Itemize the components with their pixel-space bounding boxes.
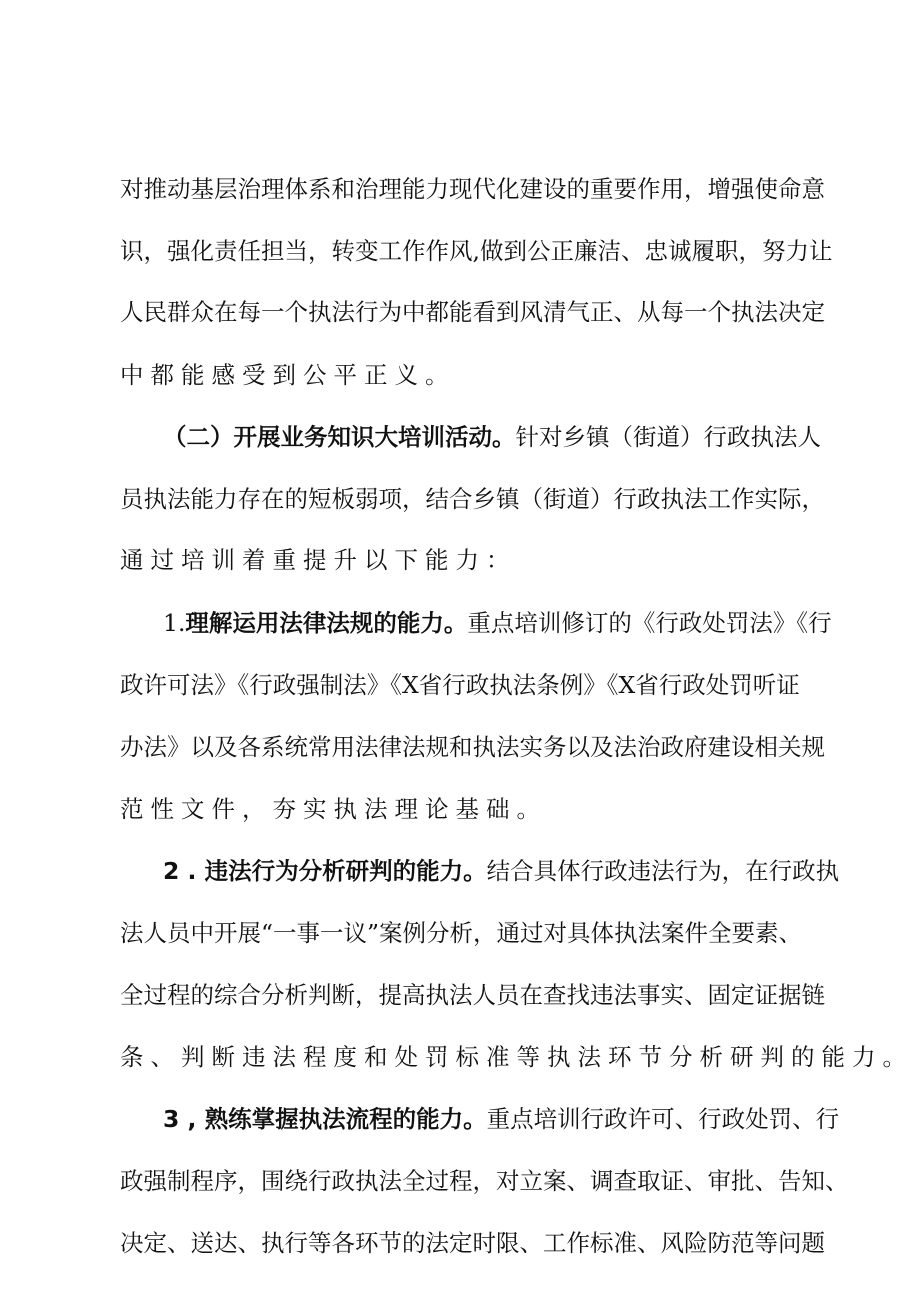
item-heading-line — [163, 857, 840, 885]
text-segment: 重点培训修订的《行政处罚法》《行 — [467, 609, 832, 637]
text-segment: 法人员中开展“一事一议”案例分析，通过对具体执法案件全要素、 — [120, 919, 803, 947]
text-segment: 通过培训着重提升以下能力： — [120, 546, 517, 574]
text-segment: 对推动基层治理体系和治理能力现代化建设的重要作用，增强使命意 — [120, 175, 825, 203]
section-heading: （二）开展业务知识大培训活动。 — [163, 423, 516, 451]
paragraph-line — [120, 1167, 849, 1195]
text-segment: 重点培训行政许可、行政处罚、行 — [486, 1105, 840, 1133]
text-segment: 政强制程序，围绕行政执法全过程，对立案、调查取证、审批、告知、 — [120, 1167, 849, 1195]
text-segment: 决定、送达、执行等各环节的法定时限、工作标准、风险防范等问题 — [120, 1229, 825, 1257]
paragraph-line — [120, 671, 820, 699]
text-segment: 针对乡镇（街道）行政执法人 — [515, 423, 821, 451]
paragraph-line — [120, 175, 825, 203]
text-segment: 结合具体行政违法行为，在行政执 — [486, 857, 840, 885]
text-segment: 全过程的综合分析判断，提高执法人员在查找违法事实、固定证据链 — [120, 981, 825, 1009]
paragraph-line — [120, 733, 825, 761]
text-segment: 识，强化责任担当，转变工作作风,做到公正廉洁、忠诚履职，努力让 — [120, 237, 833, 265]
paragraph-line — [120, 237, 833, 265]
paragraph-line — [120, 298, 825, 326]
item-heading-line — [163, 1105, 840, 1133]
text-segment: 条、判断违法程度和处罚标准等执法环节分析研判的能力。 — [120, 1043, 913, 1071]
paragraph-line — [120, 1229, 825, 1257]
text-segment: 政许可法》《行政强制法》《X省行政执法条例》《X省行政处罚听证 — [120, 671, 800, 699]
item-heading: 2 . 违法行为分析研判的能力。 — [163, 857, 487, 885]
paragraph-line — [120, 485, 825, 513]
text-segment: 中都能感受到公平正义。 — [120, 361, 456, 389]
paragraph-line — [120, 361, 820, 389]
paragraph-line — [120, 919, 820, 947]
paragraph-line — [120, 546, 820, 574]
item-heading: 理解运用法律法规的能力。 — [185, 609, 468, 637]
section-heading-line — [163, 423, 821, 451]
text-segment: 范性文件，夯实执法理论基础。 — [120, 795, 547, 823]
text-segment: 员执法能力存在的短板弱项，结合乡镇（街道）行政执法工作实际， — [120, 485, 825, 513]
item-heading: 3 , 熟练掌握执法流程的能力。 — [163, 1105, 487, 1133]
paragraph-line — [120, 795, 820, 823]
item-heading-line — [163, 609, 832, 637]
text-segment: 人民群众在每一个执法行为中都能看到风清气正、从每一个执法决定 — [120, 298, 825, 326]
text-segment: 办法》以及各系统常用法律法规和执法实务以及法治政府建设相关规 — [120, 733, 825, 761]
paragraph-line — [120, 981, 825, 1009]
paragraph-line — [120, 1043, 913, 1071]
item-number: 1. — [163, 609, 186, 637]
